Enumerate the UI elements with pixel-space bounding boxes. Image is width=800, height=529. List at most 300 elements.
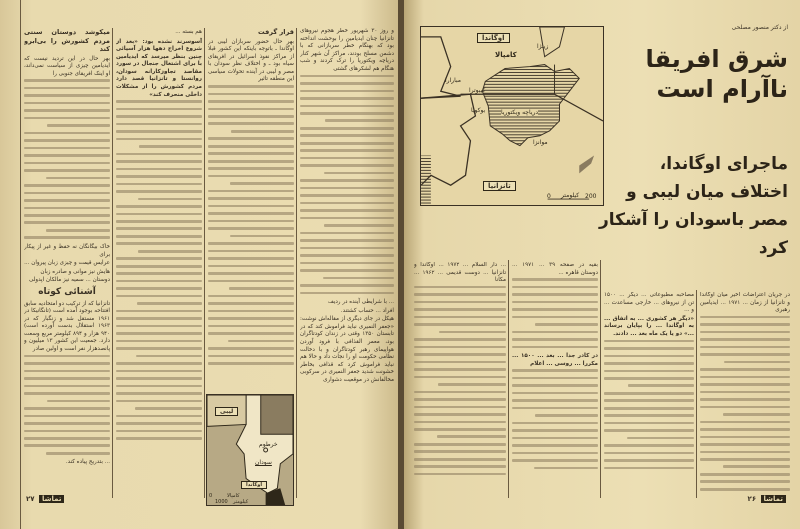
text-line bbox=[414, 316, 506, 319]
text-line bbox=[300, 97, 394, 100]
text-line bbox=[208, 175, 294, 178]
text-line bbox=[604, 414, 694, 417]
text-line bbox=[414, 458, 506, 461]
text-line bbox=[512, 399, 598, 402]
column-text: هایش نیز موانی و صادره زبان bbox=[40, 268, 110, 275]
section-subheading: آشنائی کوتاه bbox=[38, 286, 96, 297]
text-line bbox=[208, 355, 294, 358]
text-line bbox=[300, 262, 394, 265]
text-line bbox=[512, 444, 598, 447]
text-line bbox=[208, 317, 294, 320]
text-line bbox=[24, 132, 110, 135]
text-line bbox=[700, 451, 790, 454]
text-line bbox=[512, 437, 598, 440]
text-line bbox=[208, 197, 294, 200]
text-line bbox=[414, 428, 506, 431]
text-line bbox=[24, 221, 110, 224]
map-label-jinja: زینژا bbox=[537, 43, 549, 50]
text-line bbox=[300, 75, 394, 78]
text-line bbox=[604, 422, 694, 425]
text-line bbox=[300, 142, 394, 145]
page-folio-left bbox=[26, 495, 64, 503]
column-rule bbox=[296, 28, 297, 498]
text-line bbox=[208, 257, 294, 260]
text-line bbox=[116, 190, 202, 193]
column-heading: هم بسته ... bbox=[175, 29, 202, 35]
text-line bbox=[116, 205, 202, 208]
page-folio-right bbox=[748, 495, 786, 503]
text-line bbox=[116, 175, 202, 178]
text-line bbox=[437, 435, 506, 438]
text-line bbox=[116, 153, 202, 156]
text-line bbox=[24, 415, 110, 418]
text-line bbox=[24, 430, 110, 433]
text-line bbox=[700, 488, 790, 491]
text-line bbox=[116, 183, 202, 186]
text-line bbox=[24, 169, 110, 172]
text-line bbox=[230, 182, 294, 185]
text-line bbox=[208, 145, 294, 148]
text-line bbox=[24, 385, 110, 388]
text-line bbox=[116, 332, 202, 335]
text-line bbox=[723, 465, 791, 468]
article-column-4 bbox=[414, 262, 506, 494]
text-line bbox=[208, 115, 294, 118]
article-column-2 bbox=[604, 292, 694, 494]
text-line bbox=[414, 286, 506, 289]
text-line bbox=[604, 467, 694, 470]
text-line bbox=[300, 232, 394, 235]
text-line bbox=[700, 480, 790, 483]
text-line bbox=[604, 429, 694, 432]
text-line bbox=[700, 421, 790, 424]
text-line bbox=[604, 340, 694, 343]
column-text: در جریان اعتراضات اخیر میان اوگاندا و تانزانیا از زمان ... ۱۹۷۱ ... ایدیامین رهبری bbox=[700, 292, 790, 314]
text-line bbox=[439, 331, 506, 334]
text-line bbox=[116, 213, 202, 216]
text-line bbox=[24, 139, 110, 142]
column-text: هیکل در جای دیگری از مقاله‌اش نوشت: «جعفر النمیری نباید فراموش کند که در تابستان ۱۳۵۰ وقتی در زندان کودتاگران بود، معمر القذافی با فرود آوردن هواپیمای رهبر کودتاگران و با دخالت نظامی حکومت او را نجات داد و حالا هم نباید فراموش کرد که قذافی بخاطر خشونت شدید جعفر النمیری در سرکوبی مخالفانش در موقعیت دشواری bbox=[300, 316, 394, 384]
text-line bbox=[512, 278, 598, 281]
text-line bbox=[116, 325, 202, 328]
text-line bbox=[414, 391, 506, 394]
illegible-text-lines bbox=[300, 75, 394, 295]
text-line bbox=[208, 108, 294, 111]
text-line bbox=[208, 152, 294, 155]
text-line bbox=[700, 316, 790, 319]
text-line bbox=[414, 293, 506, 296]
text-line bbox=[136, 355, 202, 358]
text-line bbox=[116, 377, 202, 380]
text-line bbox=[116, 130, 202, 133]
text-line bbox=[604, 355, 694, 358]
text-line bbox=[116, 138, 202, 141]
text-line bbox=[627, 437, 694, 440]
text-line bbox=[116, 242, 202, 245]
page-number: ۲۷ bbox=[26, 495, 35, 503]
text-line bbox=[116, 100, 202, 103]
text-line bbox=[300, 179, 394, 182]
text-line bbox=[414, 406, 506, 409]
text-line bbox=[24, 94, 110, 97]
text-line bbox=[24, 184, 110, 187]
text-line bbox=[512, 377, 598, 380]
text-line bbox=[135, 407, 202, 410]
article-title: شرق افریقا ناآرام است bbox=[645, 45, 788, 103]
text-line bbox=[512, 429, 598, 432]
text-line bbox=[116, 168, 202, 171]
text-line bbox=[700, 353, 790, 356]
text-line bbox=[414, 353, 506, 356]
illegible-text-lines bbox=[604, 340, 694, 470]
text-line bbox=[116, 265, 202, 268]
text-line bbox=[208, 160, 294, 163]
text-line bbox=[116, 280, 202, 283]
text-line bbox=[535, 414, 598, 417]
article-subtitle: ماجرای اوگاندا، اختلاف میان لیبی و مصر باسودان را آشکار کرد bbox=[598, 154, 788, 258]
text-line bbox=[512, 369, 598, 372]
text-line bbox=[512, 338, 598, 341]
text-line bbox=[300, 284, 394, 287]
text-line bbox=[116, 362, 202, 365]
article-column-1 bbox=[700, 292, 790, 494]
illegible-text-lines bbox=[116, 100, 202, 439]
text-line bbox=[24, 117, 110, 120]
column-text: ... با شرایطی آینده در ردیف bbox=[327, 299, 394, 306]
text-line bbox=[300, 269, 394, 272]
sudan-region-map bbox=[206, 394, 294, 506]
margin-rule bbox=[20, 0, 21, 529]
map-label-uganda: اوگاندا bbox=[477, 33, 510, 43]
text-line bbox=[300, 149, 394, 152]
column-text: دوستان ... سمیه نیز مالکان اپدولی bbox=[29, 277, 110, 284]
map-label-lake-victoria: دریاچه ویکتوریا bbox=[501, 109, 539, 116]
magazine-masthead: تماشا bbox=[761, 495, 786, 503]
column-text: در کادر جدا ... بعد ... ۱۵۰۰ ... مکررا ... روسی ... اعلام bbox=[512, 353, 598, 367]
map-label-mbarara: مبارارا bbox=[445, 77, 461, 84]
text-line bbox=[414, 361, 506, 364]
text-line bbox=[116, 257, 202, 260]
text-line bbox=[700, 323, 790, 326]
text-line bbox=[604, 459, 694, 462]
text-line bbox=[116, 160, 202, 163]
illegible-text-lines bbox=[414, 286, 506, 476]
map-label-mwanza: موانزا bbox=[533, 139, 548, 146]
text-line bbox=[116, 235, 202, 238]
text-line bbox=[116, 287, 202, 290]
map-scale-value: 200 bbox=[585, 193, 597, 200]
text-line bbox=[414, 346, 506, 349]
text-line bbox=[116, 108, 202, 111]
map-label-sudan: سودان bbox=[255, 459, 272, 466]
text-line bbox=[604, 407, 694, 410]
text-line bbox=[323, 277, 394, 280]
text-line bbox=[512, 293, 598, 296]
text-line bbox=[300, 127, 394, 130]
text-line bbox=[724, 361, 790, 364]
text-line bbox=[300, 90, 394, 93]
text-line bbox=[414, 398, 506, 401]
text-line bbox=[325, 119, 394, 122]
column-rule bbox=[508, 260, 509, 498]
text-line bbox=[700, 443, 790, 446]
article-column-2 bbox=[116, 28, 202, 498]
text-line bbox=[414, 308, 506, 311]
illegible-text-lines bbox=[700, 316, 790, 491]
text-line bbox=[24, 102, 110, 105]
text-line bbox=[116, 415, 202, 418]
text-line bbox=[512, 286, 598, 289]
article-column-4 bbox=[300, 28, 394, 498]
text-line bbox=[24, 147, 110, 150]
text-line bbox=[512, 459, 598, 462]
text-line bbox=[208, 310, 294, 313]
map-label-kampala: کامپالا bbox=[227, 493, 240, 499]
text-line bbox=[138, 250, 203, 253]
text-line bbox=[300, 82, 394, 85]
text-line bbox=[208, 205, 294, 208]
article-column-3 bbox=[512, 262, 598, 494]
text-line bbox=[208, 212, 294, 215]
text-line bbox=[208, 85, 294, 88]
text-line bbox=[116, 310, 202, 313]
map-label-bukoba: بوکوبا bbox=[471, 107, 486, 114]
map-scale-value: 1000 bbox=[215, 499, 228, 505]
text-line bbox=[535, 323, 598, 326]
column-text: بهر حال در این تردید نیست که ایدیامین چیزی از سیاست نمی‌داند، او اینک افریقای جنوبی را bbox=[24, 55, 110, 77]
text-line bbox=[414, 301, 506, 304]
column-text: بقیه در صفحه ۳۹ ... ۱۹۷۱ ... دوستان قاهره ... bbox=[512, 262, 598, 276]
text-line bbox=[47, 124, 110, 127]
map-scale-unit: کیلومتر bbox=[561, 192, 580, 199]
page-number: ۲۶ bbox=[747, 495, 757, 503]
text-line bbox=[24, 392, 110, 395]
text-line bbox=[300, 112, 394, 115]
text-line bbox=[24, 355, 110, 358]
text-line bbox=[116, 437, 202, 440]
text-line bbox=[300, 247, 394, 250]
text-line bbox=[700, 383, 790, 386]
text-line bbox=[208, 227, 294, 230]
text-line bbox=[46, 229, 111, 232]
text-line bbox=[208, 137, 294, 140]
text-line bbox=[700, 406, 790, 409]
text-line bbox=[24, 377, 110, 380]
text-line bbox=[230, 235, 295, 238]
text-line bbox=[116, 370, 202, 373]
text-line bbox=[24, 437, 110, 440]
text-line bbox=[700, 391, 790, 394]
text-line bbox=[604, 347, 694, 350]
text-line bbox=[208, 220, 294, 223]
text-line bbox=[228, 340, 294, 343]
text-line bbox=[300, 134, 394, 137]
text-line bbox=[24, 444, 110, 447]
column-text: آسوسرند نشده بود: «بعد از شروع اخراج دهها هزار آسیائی چنین بنظر میرسد که ایدیامین با برای اشتغال جنجال در سورد مقاصد تجاوزکارانه سودان، روانستا و تانزانیا قصد دارد مردم کشورش را از مشکلات داخلی منحرف کند» bbox=[116, 38, 202, 98]
text-line bbox=[231, 130, 294, 133]
text-line bbox=[300, 254, 394, 257]
text-line bbox=[700, 368, 790, 371]
text-line bbox=[208, 280, 294, 283]
text-line bbox=[24, 192, 110, 195]
text-line bbox=[414, 338, 506, 341]
right-page bbox=[404, 0, 800, 529]
map-scale-zero: 0 bbox=[547, 193, 551, 200]
column-rule bbox=[696, 290, 697, 498]
text-line bbox=[300, 292, 394, 295]
text-line bbox=[300, 194, 394, 197]
column-heading: میکوشد دوستان سنتی مردم کشورش را بی‌ابرو کند bbox=[24, 28, 110, 53]
text-line bbox=[604, 362, 694, 365]
text-line bbox=[512, 346, 598, 349]
text-line bbox=[137, 302, 202, 305]
column-text: و روز ۳۰ شهریور خطر هجوم نیروهای تانزانیا چنان ایدیامین را بوحشت انداخته بود که بهنگام خطر سربازانی که با دشمن مسلح بودند، مراکز آن شهر کنار دریاچه ویکتوریا را ترک کردند و شب هنگام هم لشکرهای گشتی bbox=[300, 28, 394, 72]
text-line bbox=[116, 123, 202, 126]
column-heading: قرار گرفت bbox=[257, 28, 294, 36]
text-line bbox=[116, 227, 202, 230]
text-line bbox=[700, 331, 790, 334]
text-line bbox=[324, 224, 395, 227]
text-line bbox=[47, 400, 110, 403]
map-scale-zero: 0 bbox=[209, 493, 213, 499]
text-line bbox=[208, 242, 294, 245]
text-line bbox=[300, 187, 394, 190]
text-line bbox=[604, 444, 694, 447]
text-line bbox=[24, 236, 110, 239]
text-line bbox=[208, 190, 294, 193]
column-text: عرایس قیمت و چیزی زبان پیروان ... bbox=[24, 260, 110, 267]
text-line bbox=[438, 383, 506, 386]
text-line bbox=[116, 347, 202, 350]
text-line bbox=[414, 413, 506, 416]
text-line bbox=[24, 109, 110, 112]
text-line bbox=[116, 317, 202, 320]
text-line bbox=[414, 443, 506, 446]
column-text: بهر حال حضور سربازان لیبی در اوگاندا ـ باتوجه باینکه این کشور قبلا از مراکز نفوذ اسرائیل در افریقای سیاه بود ـ و اختلاف نظر سودان با مصر و لیبی در آینده تحولات سیاسی این منطقه تاثیر bbox=[208, 38, 294, 83]
text-line bbox=[138, 198, 202, 201]
text-line bbox=[24, 162, 110, 165]
column-text: ... بتدریج پیاده کند. bbox=[65, 459, 110, 466]
column-rule bbox=[112, 28, 113, 498]
text-line bbox=[300, 105, 394, 108]
column-text: تانزانیا که از ترکیب دو امتحادیه سابق افتتاحه بوجود آمده است (تانگانیکا در ۱۹۶۱ مستقل شد و زنگبار که در ۱۹۶۳ استقلال بدست آورده است) ۹۴۰ هزار و ۸۹۴ کیلومتر مربع وسعت دارد. جمعیت این کشور ۱۳ میلیون و پانصدهزار نفر است و اولین صادر bbox=[24, 300, 110, 353]
article-column-3 bbox=[208, 28, 294, 388]
text-line bbox=[208, 93, 294, 96]
text-line bbox=[512, 308, 598, 311]
column-rule bbox=[600, 260, 601, 498]
text-line bbox=[24, 422, 110, 425]
text-line bbox=[300, 164, 394, 167]
text-line bbox=[324, 172, 394, 175]
map-label-kibuye: کیبوترا bbox=[469, 87, 486, 94]
text-line bbox=[700, 376, 790, 379]
illegible-text-lines bbox=[24, 79, 110, 239]
illegible-text-lines bbox=[208, 85, 294, 365]
text-line bbox=[604, 377, 694, 380]
text-line bbox=[116, 385, 202, 388]
text-line bbox=[300, 217, 394, 220]
map-label-kampala: کامپالا bbox=[495, 51, 517, 59]
text-line bbox=[300, 239, 394, 242]
magazine-masthead: تماشا bbox=[39, 495, 64, 503]
text-line bbox=[116, 220, 202, 223]
text-line bbox=[300, 202, 394, 205]
text-line bbox=[208, 265, 294, 268]
text-line bbox=[208, 295, 294, 298]
text-line bbox=[24, 79, 110, 82]
map-label-uganda: اوگاندا bbox=[241, 481, 267, 489]
text-line bbox=[24, 362, 110, 365]
text-line bbox=[414, 473, 506, 476]
text-line bbox=[700, 473, 790, 476]
text-line bbox=[604, 370, 694, 373]
text-line bbox=[208, 302, 294, 305]
text-line bbox=[414, 323, 506, 326]
text-line bbox=[512, 384, 598, 387]
lake-victoria-map bbox=[420, 26, 604, 206]
text-line bbox=[414, 421, 506, 424]
text-line bbox=[300, 209, 394, 212]
text-line bbox=[46, 177, 110, 180]
text-line bbox=[24, 370, 110, 373]
text-line bbox=[24, 214, 110, 217]
map-label-libya: لیبی bbox=[215, 407, 238, 416]
text-line bbox=[116, 272, 202, 275]
text-line bbox=[512, 422, 598, 425]
text-line bbox=[300, 157, 394, 160]
text-line bbox=[208, 250, 294, 253]
article-column-1 bbox=[24, 28, 110, 498]
text-line bbox=[700, 346, 790, 349]
text-line bbox=[116, 430, 202, 433]
text-line bbox=[116, 422, 202, 425]
text-line bbox=[700, 436, 790, 439]
map-label-tanzania: تانزانیا bbox=[483, 181, 516, 191]
text-line bbox=[414, 465, 506, 468]
column-text: مصاحبه مطبوعاتی ... دیگر ... ۱۵۰۰ تن از نیروهای ... خارجی مساعدت ... و ... bbox=[604, 292, 694, 314]
text-line bbox=[116, 392, 202, 395]
text-line bbox=[414, 450, 506, 453]
text-line bbox=[24, 199, 110, 202]
text-line bbox=[512, 392, 598, 395]
text-line bbox=[700, 398, 790, 401]
illegible-text-lines bbox=[512, 278, 598, 348]
text-line bbox=[208, 362, 294, 365]
text-line bbox=[24, 154, 110, 157]
text-line bbox=[46, 452, 110, 455]
text-line bbox=[208, 122, 294, 125]
text-line bbox=[208, 347, 294, 350]
text-line bbox=[700, 428, 790, 431]
text-line bbox=[604, 452, 694, 455]
text-line bbox=[116, 400, 202, 403]
text-line bbox=[414, 376, 506, 379]
column-rule bbox=[204, 28, 205, 498]
text-line bbox=[229, 287, 294, 290]
text-line bbox=[208, 167, 294, 170]
text-line bbox=[723, 413, 790, 416]
text-line bbox=[512, 407, 598, 410]
column-text: «دیگر هر کشوری ... به اتفاق ... به اوگاندا ... را بپایان برساند ...» دو یا یک ماه بعد ... دادند. bbox=[604, 315, 694, 337]
text-line bbox=[208, 325, 294, 328]
text-line bbox=[116, 295, 202, 298]
text-line bbox=[116, 115, 202, 118]
text-line bbox=[139, 145, 202, 148]
text-line bbox=[512, 452, 598, 455]
text-line bbox=[24, 87, 110, 90]
text-line bbox=[208, 100, 294, 103]
text-line bbox=[208, 272, 294, 275]
